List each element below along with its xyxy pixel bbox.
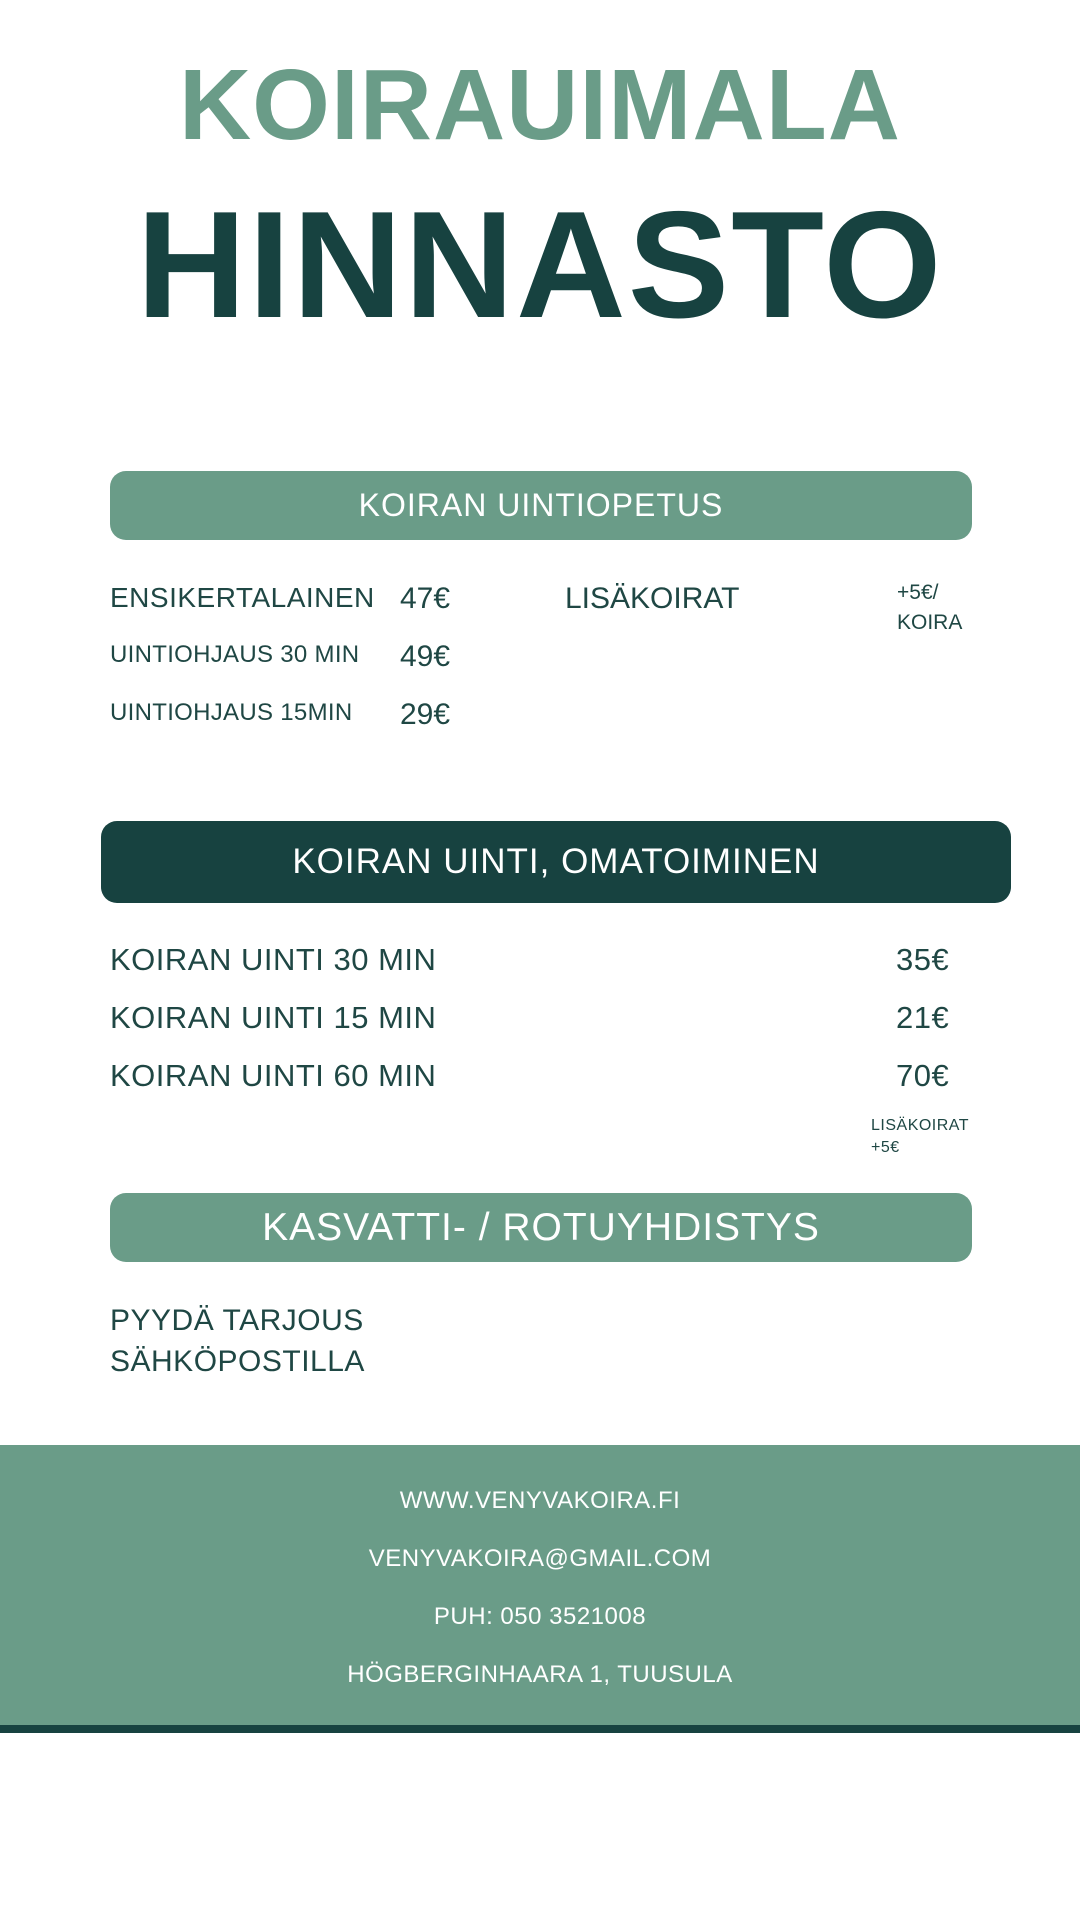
price-value-guidance-30: 49€ — [400, 640, 451, 673]
price-value-swim-60: 70€ — [896, 1058, 950, 1093]
section-heading-self-swim: KOIRAN UINTI, OMATOIMINEN — [101, 821, 1011, 903]
extra-dogs-note: LISÄKOIRAT +5€ — [871, 1117, 970, 1156]
breeders-offer-text: PYYDÄ TARJOUS SÄHKÖPOSTILLA — [110, 1304, 365, 1378]
price-label-guidance-15: UINTIOHJAUS 15MIN — [110, 699, 353, 726]
extra-dogs-price: +5€/ KOIRA — [897, 581, 963, 634]
section-heading-breeders: KASVATTI- / ROTUYHDISTYS — [110, 1193, 972, 1262]
price-value-guidance-15: 29€ — [400, 698, 451, 731]
price-label-swim-30: KOIRAN UINTI 30 MIN — [110, 942, 437, 977]
venue-name: KOIRAUIMALA — [178, 49, 902, 161]
section-heading-swim-lessons: KOIRAN UINTIOPETUS — [110, 471, 972, 540]
price-label-swim-15: KOIRAN UINTI 15 MIN — [110, 1000, 437, 1035]
price-label-swim-60: KOIRAN UINTI 60 MIN — [110, 1058, 437, 1093]
price-label-guidance-30: UINTIOHJAUS 30 MIN — [110, 641, 360, 668]
footer-phone[interactable]: PUH: 050 3521008 — [433, 1603, 647, 1630]
price-value-swim-15: 21€ — [896, 1000, 950, 1035]
footer-email[interactable]: VENYVAKOIRA@GMAIL.COM — [368, 1545, 712, 1572]
price-value-first-timer: 47€ — [400, 582, 451, 615]
footer-website[interactable]: WWW.VENYVAKOIRA.FI — [399, 1487, 681, 1514]
footer-address: HÖGBERGINHAARA 1, TUUSULA — [347, 1661, 733, 1688]
price-label-first-timer: ENSIKERTALAINEN — [110, 582, 375, 613]
extra-dogs-label: LISÄKOIRAT — [565, 582, 740, 615]
page-title: HINNASTO — [136, 180, 944, 350]
footer-divider — [0, 1725, 1080, 1733]
price-value-swim-30: 35€ — [896, 942, 950, 977]
